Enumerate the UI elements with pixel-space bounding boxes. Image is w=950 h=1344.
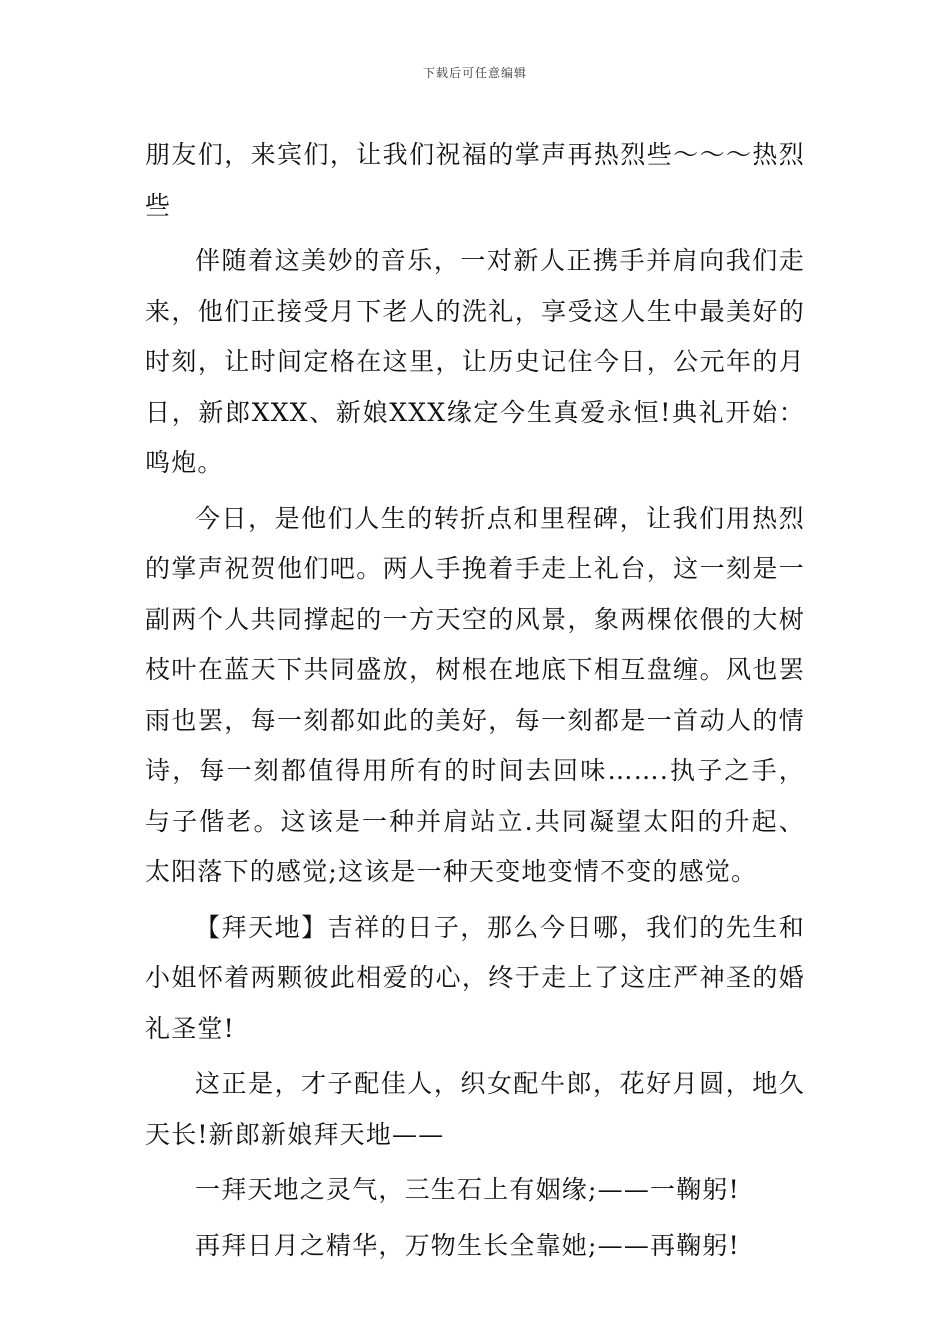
page-header: 下载后可任意编辑 bbox=[422, 66, 527, 80]
document-body bbox=[145, 130, 805, 1276]
paragraph-couple-entrance: 伴随着这美妙的音乐，一对新人正携手并肩向我们走来，他们正接受月下老人的洗礼，享受这人生中最美好的时刻，让时间定格在这里，让历史记住今日，公元年的月日，新郎XXX、新娘XXX缘定今生真爱永恒!典礼开始：鸣炮。 bbox=[145, 246, 805, 477]
paragraph-worship-heaven-earth: 【拜天地】吉祥的日子，那么今日哪，我们的先生和小姐怀着两颗彼此相爱的心，终于走上了这庄严神圣的婚礼圣堂! bbox=[145, 912, 805, 1043]
paragraph-milestone: 今日，是他们人生的转折点和里程碑，让我们用热烈的掌声祝贺他们吧。两人手挽着手走上礼台，这一刻是一副两个人共同撑起的一方天空的风景，象两棵依偎的大树枝叶在蓝天下共同盛放，树根在地底下相互盘缠。风也罢雨也罢，每一刻都如此的美好，每一刻都是一首动人的情诗，每一刻都值得用所有的时间去回味…….执子之手，与子偕老。这该是一种并肩站立.共同凝望太阳的升起、太阳落下的感觉;这该是一种天变地变情不变的感觉。 bbox=[145, 503, 805, 886]
paragraph-second-bow: 再拜日月之精华，万物生长全靠她;——再鞠躬! bbox=[195, 1230, 740, 1260]
paragraph-first-bow: 一拜天地之灵气，三生石上有姻缘;——一鞠躬! bbox=[195, 1175, 740, 1204]
paragraph-perfect-match: 这正是，才子配佳人，织女配牛郎，花好月圆，地久天长!新郎新娘拜天地—— bbox=[145, 1069, 805, 1149]
paragraph-applause: 朋友们，来宾们，让我们祝福的掌声再热烈些～～～热烈些 bbox=[145, 140, 805, 220]
